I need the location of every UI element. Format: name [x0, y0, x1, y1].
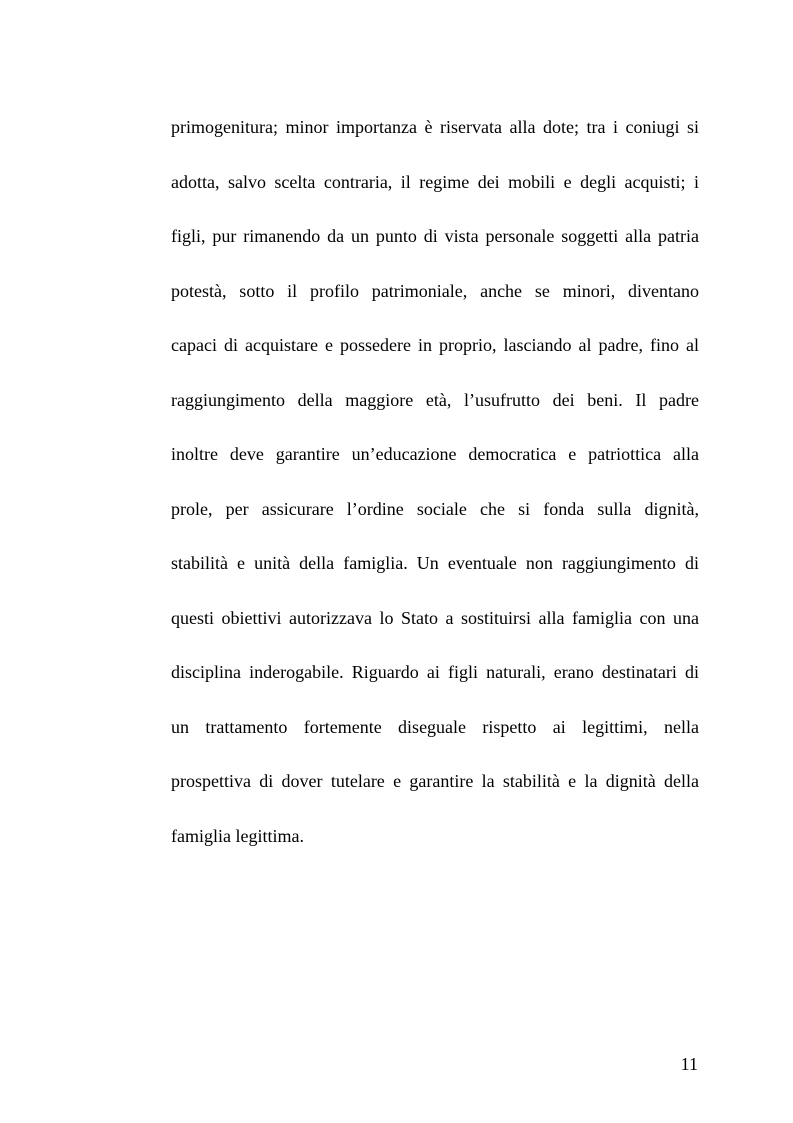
text-line: disciplina inderogabile. Riguardo ai figli naturali, erano destinatari di [171, 662, 699, 682]
text-line: stabilità e unità della famiglia. Un eventuale non raggiungimento di [171, 553, 699, 573]
body-paragraph [171, 108, 699, 871]
text-line: prospettiva di dover tutelare e garantire la stabilità e la dignità della [171, 771, 699, 791]
text-line: raggiungimento della maggiore età, l’usufrutto dei beni. Il padre [171, 389, 699, 410]
text-line: prole, per assicurare l’ordine sociale che si fonda sulla dignità, [171, 498, 699, 519]
text-line: un trattamento fortemente diseguale rispetto ai legittimi, nella [171, 716, 699, 737]
text-line: capaci di acquistare e possedere in proprio, lasciando al padre, fino al [171, 335, 699, 355]
text-line: primogenitura; minor importanza è riservata alla dote; tra i coniugi si [171, 117, 699, 137]
text-line: figli, pur rimanendo da un punto di vista personale soggetti alla patria [171, 226, 699, 246]
text-line: inoltre deve garantire un’educazione democratica e patriottica alla [171, 444, 699, 464]
text-line: questi obiettivi autorizzava lo Stato a sostituirsi alla famiglia con una [171, 607, 699, 628]
text-line: potestà, sotto il profilo patrimoniale, anche se minori, diventano [171, 280, 699, 301]
page-number: 11 [680, 1054, 698, 1074]
text-line: famiglia legittima. [171, 825, 304, 846]
text-line: adotta, salvo scelta contraria, il regime dei mobili e degli acquisti; i [171, 171, 699, 192]
